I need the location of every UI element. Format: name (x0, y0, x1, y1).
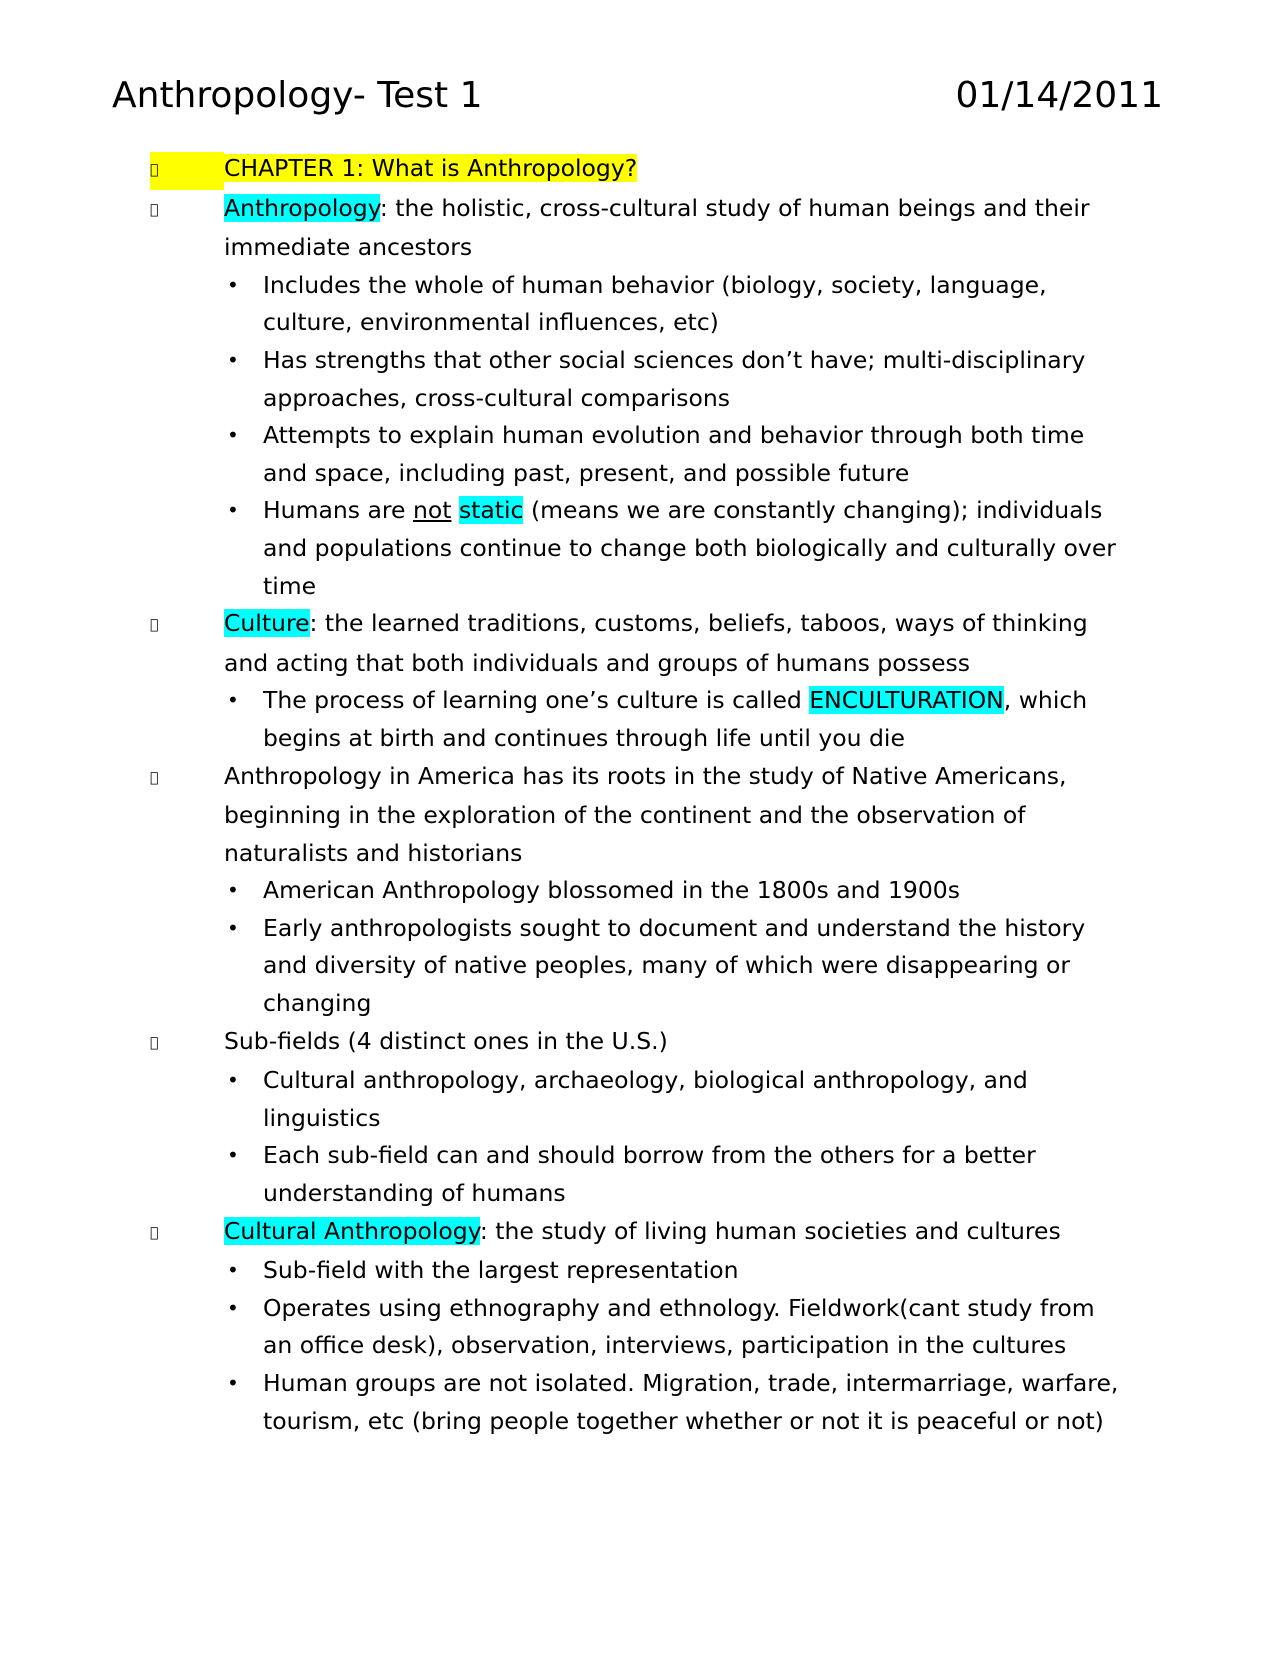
bullet-icon: • (227, 343, 239, 368)
arrow-icon (150, 760, 224, 798)
list-item-text: Sub-field with the largest representation (263, 1244, 739, 1273)
list-item-text: Human groups are not isolated. Migration, trade, intermarriage, warfare, tourism, etc (bring people together whether or not it is peaceful or not) (263, 1357, 1119, 1423)
term-anthropology: Anthropology (224, 191, 380, 220)
list-item-text: Humans are (263, 492, 413, 521)
list-item (150, 342, 1130, 417)
document-date: 01/14/2011 (955, 75, 1163, 116)
bullet-icon: • (227, 870, 239, 895)
definition-cultural-anthropology: : the study of living human societies and cultures (479, 1206, 1061, 1235)
list-item (150, 417, 1130, 492)
list-item-text: Operates using ethnography and ethnology. Fieldwork(cant study from an office desk), observation, interviews, participation in the cultures (263, 1281, 1095, 1348)
term-enculturation: ENCULTURATION (809, 686, 1003, 714)
term-culture: Culture (224, 609, 310, 637)
cultural-anthropology-bullets (150, 1244, 1130, 1440)
arrow-icon (150, 1215, 224, 1253)
bullet-icon: • (227, 1133, 239, 1158)
bullet-icon: • (227, 907, 239, 932)
bullet-icon: • (227, 1246, 239, 1271)
subfields-bullets (150, 1056, 1130, 1212)
list-item (150, 1244, 1130, 1290)
section-subfields (150, 1018, 1130, 1063)
chapter-heading (150, 150, 1130, 190)
list-item (150, 1056, 1130, 1137)
list-item (150, 1357, 1130, 1440)
term-static: static (459, 496, 524, 524)
list-item (150, 868, 1130, 910)
underlined-not: not (412, 492, 452, 521)
arrow-icon (150, 607, 224, 645)
section-cultural-anthropology (150, 1206, 1130, 1253)
section-culture (150, 605, 1130, 682)
list-item-text: (means we are constantly changing); individuals and populations continue to change both biologically and culturally over time (263, 492, 1116, 596)
section-text: Anthropology in America has its roots in the study of Native Americans, beginning in the exploration of the continent and the observation of naturalists and historians (224, 755, 1067, 859)
bullet-icon: • (227, 1058, 239, 1083)
list-item-text: Includes the whole of human behavior (biology, society, language, culture, environmental influences, etc) (263, 266, 1047, 333)
section-anthropology (150, 190, 1130, 267)
definition-anthropology: : the holistic, cross-cultural study of human beings and their immediate ancestors (224, 191, 1090, 258)
list-item (150, 267, 1130, 342)
arrow-icon (150, 1025, 224, 1063)
list-item-text: Each sub-field can and should borrow from the others for a better understanding of humans (263, 1131, 1036, 1198)
term-cultural-anthropology: Cultural Anthropology (224, 1217, 480, 1245)
arrow-icon (150, 152, 224, 190)
list-item-text: Cultural anthropology, archaeology, biological anthropology, and linguistics (263, 1056, 1028, 1122)
list-item (150, 492, 1130, 605)
bullet-icon: • (227, 268, 239, 293)
list-item-text: Has strengths that other social sciences don’t have; multi-disciplinary approaches, cross-cultural comparisons (263, 341, 1086, 408)
bullet-icon: • (227, 494, 239, 519)
section-text: Sub-fields (4 distinct ones in the U.S.) (224, 1018, 668, 1047)
culture-bullets (150, 682, 1130, 757)
america-bullets (150, 868, 1130, 1022)
list-item-text: , which begins at birth and continues through life until you die (263, 680, 1088, 746)
notes-body (150, 150, 1130, 1440)
chapter-title: CHAPTER 1: What is Anthropology? (224, 154, 638, 182)
list-item-text: Early anthropologists sought to document and understand the history and diversity of native peoples, many of which were disappearing or changing (263, 905, 1086, 1010)
bullet-icon: • (227, 419, 239, 444)
list-item-text: American Anthropology blossomed in the 1800s and 1900s (263, 868, 961, 897)
bullet-icon: • (227, 682, 239, 707)
list-item-text: Attempts to explain human evolution and behavior through both time and space, including past, present, and possible future (263, 417, 1085, 483)
section-america (150, 755, 1130, 873)
anthropology-bullets (150, 267, 1130, 605)
list-item-text: The process of learning one’s culture is called (263, 680, 810, 709)
bullet-icon: • (227, 1359, 239, 1383)
bullet-icon: • (227, 1283, 239, 1308)
document-title: Anthropology- Test 1 (112, 75, 483, 116)
list-item (150, 682, 1130, 757)
arrow-icon (150, 192, 224, 230)
definition-culture: : the learned traditions, customs, beliefs, taboos, ways of thinking and acting that both individuals and groups of humans possess (224, 605, 1088, 671)
list-item (150, 1131, 1130, 1212)
list-item (150, 1281, 1130, 1365)
list-item (150, 905, 1130, 1023)
